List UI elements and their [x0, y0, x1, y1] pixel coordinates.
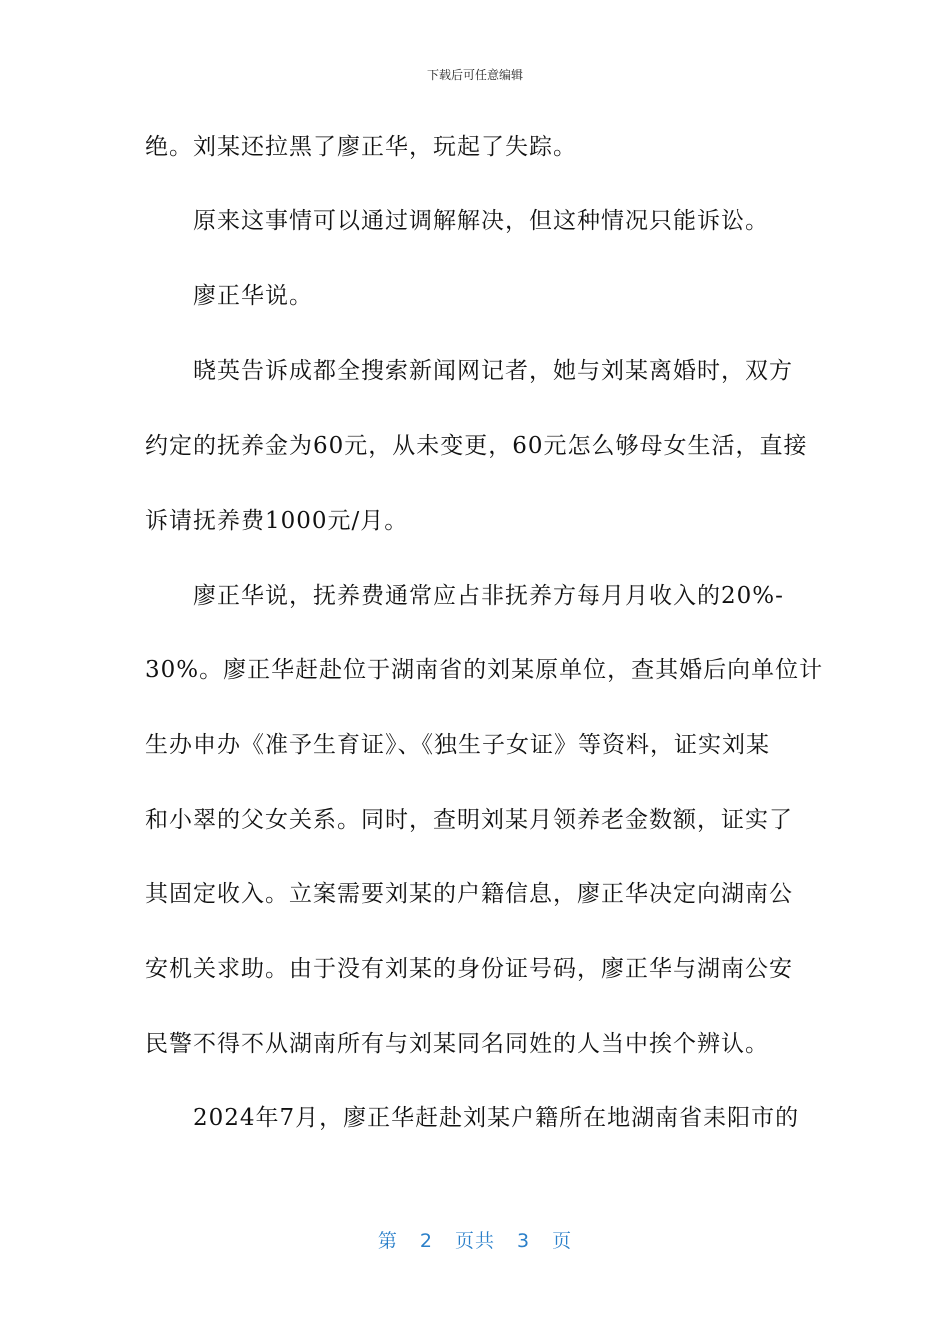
text-line: 其固定收入。立案需要刘某的户籍信息，廖正华决定向湖南公 [145, 881, 793, 907]
text-line: 原来这事情可以通过调解解决，但这种情况只能诉讼。 [193, 208, 769, 234]
text-line: 30%。廖正华赶赴位于湖南省的刘某原单位，查其婚后向单位计 [145, 657, 824, 683]
text-line: 生办申办《准予生育证》、《独生子女证》等资料，证实刘某 [145, 732, 770, 758]
footer-total-pages: 3 [517, 1230, 531, 1252]
footer-di: 第 [377, 1230, 398, 1252]
text-line: 绝。刘某还拉黑了廖正华，玩起了失踪。 [145, 134, 577, 160]
text-line: 诉请抚养费1000元/月。 [145, 508, 409, 534]
text-line: 民警不得不从湖南所有与刘某同名同姓的人当中挨个辨认。 [145, 1031, 769, 1057]
text-line: 和小翠的父女关系。同时，查明刘某月领养老金数额，证实了 [145, 807, 793, 833]
footer-ye-gong: 页共 [454, 1230, 495, 1252]
text-line: 晓英告诉成都全搜索新闻网记者，她与刘某离婚时，双方 [193, 358, 793, 384]
text-line: 约定的抚养金为60元，从未变更，60元怎么够母女生活，直接 [145, 433, 808, 459]
text-line: 廖正华说。 [193, 283, 313, 309]
text-line: 廖正华说，抚养费通常应占非抚养方每月月收入的20%- [193, 583, 784, 609]
text-line: 2024年7月，廖正华赶赴刘某户籍所在地湖南省耒阳市的 [193, 1105, 800, 1131]
footer-ye: 页 [552, 1230, 573, 1252]
text-line: 安机关求助。由于没有刘某的身份证号码，廖正华与湖南公安 [145, 956, 793, 982]
header-note: 下载后可任意编辑 [426, 68, 523, 82]
footer-current-page: 2 [419, 1230, 433, 1252]
page-footer [0, 1226, 950, 1253]
